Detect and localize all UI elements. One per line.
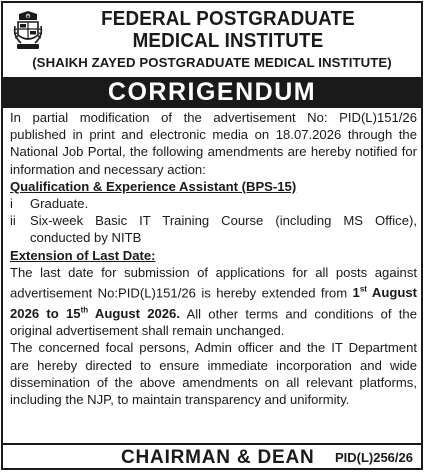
signatory: CHAIRMAN & DEAN [121,447,315,468]
extension-text-start: The last date for submission of applications for all posts against advertisement No:PID(L)151/26 is hereby extended from [10,264,417,301]
list-item-number: i [10,196,13,212]
corrigendum-banner: CORRIGENDUM [3,77,421,108]
reference-number: PID(L)256/26 [334,450,413,465]
header [3,3,421,77]
institute-name-line2: MEDICAL INSTITUTE [132,30,324,52]
extension-paragraph [10,264,417,340]
post-heading: Qualification & Experience Assistant (BPS-15) [10,178,297,194]
extension-heading: Extension of Last Date: [10,247,156,263]
footer [3,445,421,470]
date-from: 1st August 2026 [10,285,417,321]
notice-body [10,109,417,408]
list-item [10,212,417,246]
list-item-text: Six-week Basic IT Training Course (including MS Office), conducted by NITB [30,213,417,246]
institute-name-line1: FEDERAL POSTGRADUATE [101,8,355,30]
list-item-text: Graduate. [30,196,89,212]
list-item [10,195,417,212]
extension-text-end: All other terms and conditions of the original advertisement shall remain unchanged. [10,305,417,339]
advertisement [1,1,423,470]
closing-paragraph: The concerned focal persons, Admin officer and the IT Department are hereby directed to ensure immediate incorporation and wide dissemination of the above amendments on all relevant platforms, including the NJP, to maintain transparency and uniformity. [10,340,417,407]
institute-subtitle: (SHAIKH ZAYED POSTGRADUATE MEDICAL INSTITUTE) [32,55,392,70]
date-to: to 15th August 2026. [39,305,180,321]
list-item-number: ii [10,213,16,229]
government-crest-icon [11,8,45,52]
intro-paragraph: In partial modification of the advertisement No: PID(L)151/26 published in print and electronic media on 18.07.2026 through the National Job Portal, the following amendments are hereby notified for information and necessary action: [10,110,417,177]
